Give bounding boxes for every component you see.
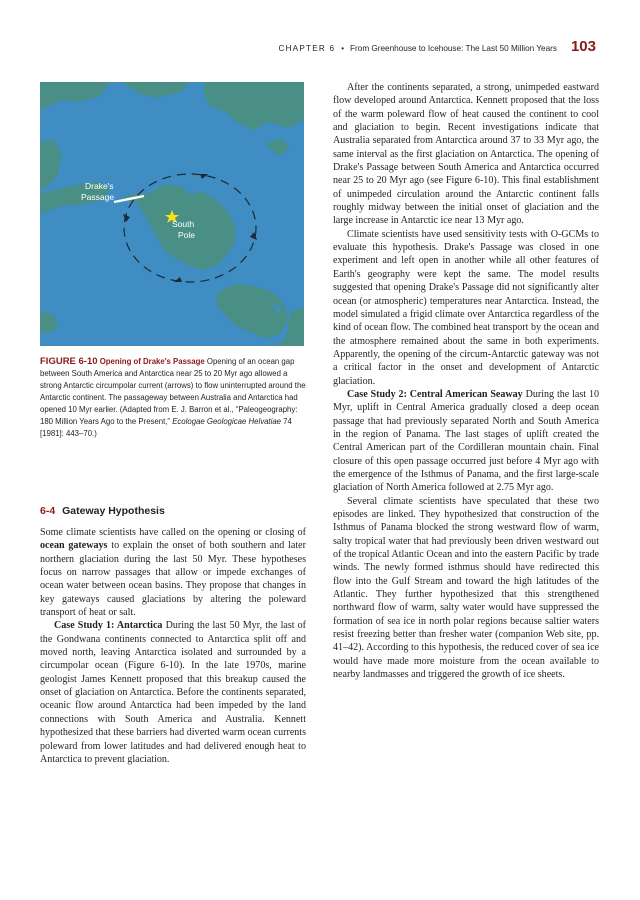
map-label-south: South: [172, 219, 195, 229]
right-column: [333, 81, 599, 681]
paragraph: [40, 526, 306, 619]
paragraph: Climate scientists have used sensitivity tests with O-GCMs to evaluate this hypothesis. Drake's Passage was closed in one experiment and left open in another while all other features of Earth's geography were kept the same. The model results suggested that opening Drake's Passage did not significantly alter ocean (or atmospheric) temperatures near Antarctica. Instead, the model simulated a frigid climate over Antarctica regardless of the kind of ocean flow. The combined heat transport by the ocean and the atmosphere remained about the same in both experiments. Apparently, the opening of the circum-Antarctic gateway was not a critical factor in the onset and development of Antarctic glaciation.: [333, 228, 599, 387]
paragraph: After the continents separated, a strong, unimpeded eastward flow developed around Antarctica. Kennett proposed that the loss of the warm poleward flow of heat caused the continent to cool and glaciation to begin. Recent investigations indicate that Australia separated from Antarctica around 37 to 33 Myr ago, the same interval as the first glaciation on Antarctica. The opening of Drake's Passage between South America and Antarctica occurred near 25 to 20 Myr ago (see Figure 6-10). This final establishment of unimpeded circulation around the Antarctic continent falls roughly midway between the initial onset of glaciation and the large increase in Antarctic ice near 13 Myr ago.: [333, 82, 599, 227]
chapter-label: CHAPTER 6: [278, 44, 336, 53]
caption-journal: Ecologae Geologicae Helvatiae: [172, 417, 281, 426]
text-run: During the last 50 Myr, the last of the Gondwana continents connected to Antarctica split off and moved north, leaving Antarctica isolated and surrounded by a circumpolar ocean (Figure 6-10). In the late 1970s, marine geologist James Kennett proposed that this breakup caused the onset of glaciation on Antarctica. Before the continents separated, oceanic flow around Antarctica had been impeded by the land connections with South America and Australia. Kennett hypothesized that these barriers had diverted warm ocean currents poleward from lower latitudes and had delivered enough heat to Antarctica to prevent glaciation.: [40, 620, 307, 765]
paragraph: [333, 388, 599, 495]
case-study-2-title: Case Study 2: Central American Seaway: [347, 388, 523, 400]
text-run: to explain the onset of both southern and later northern glaciation during the last 50 Myr. These hypotheses focus on narrow passages that allow or impede exchanges of ocean water between ocean basins. They propose that changes in key gateways caused glaciations by altering the poleward transport of heat or salt.: [40, 540, 306, 619]
antarctica-map: [40, 82, 304, 346]
case-study-1-title: Case Study 1: Antarctica: [54, 620, 163, 632]
section-number: 6-4: [40, 505, 56, 517]
map-label-drakes: Drake's: [85, 181, 114, 191]
caption-text: Opening of an ocean gap between South America and Antarctica near 25 to 20 Myr ago allowed a strong Antarctic circumpolar current (arrows) to flow uninterrupted around the Antarctic continent. The passageway between Australia and Antarctica had opened 10 Myr earlier. (Adapted from E. J. Barron et al., “Paleogeography: 180 Million Years Ago to the Present,”: [40, 357, 306, 426]
header-separator: •: [341, 44, 345, 53]
section-heading: [40, 505, 165, 517]
figure-title: Opening of Drake's Passage: [99, 357, 205, 366]
caption-citation: 74 [1981]: 443–70.): [40, 417, 292, 438]
section-title: Gateway Hypothesis: [62, 505, 165, 517]
figure-drakes-passage-map: [40, 82, 304, 346]
paragraph: [40, 619, 306, 766]
text-run: During the last 10 Myr, uplift in Central America gradually closed a deep ocean passage that had previously separated North and South America in the region of Panama. The last stages of uplift created the Central American part of the Cordilleran mountain chain. Final closure of this open passage occurred just before 4 Myr ago with the emergence of the Isthmus of Panama, and the first large-scale glaciation of North America followed at 2.75 Myr ago.: [333, 388, 599, 494]
map-label-pole: Pole: [178, 230, 196, 240]
left-column: [40, 526, 306, 766]
running-header: [278, 38, 596, 55]
page-number: 103: [570, 38, 596, 55]
figure-caption: [40, 356, 306, 440]
map-label-passage: Passage: [81, 192, 115, 202]
term-ocean-gateways: ocean gateways: [40, 540, 108, 552]
paragraph: Several climate scientists have speculated that these two episodes are linked. They hypothesized that construction of the Isthmus of Panama blocked the strong westward flow of warm, salty tropical water that had previously been driven westward out of the tropical Atlantic Ocean and into the eastern Pacific by trade winds. The newly formed isthmus should have redirected this flow into the Gulf Stream and toward the high latitudes of the Atlantic. They further hypothesized that this strengthened northward flow of warm, salty water would have suppressed the formation of sea ice in north polar regions because saltier waters resist freezing better than fresher water (companion Web site, pp. 41–42). According to this hypothesis, the reduced cover of sea ice would have made more moisture from the ocean available to nearby landmasses and triggered the growth of ice sheets.: [333, 495, 599, 681]
figure-number: FIGURE 6-10: [40, 356, 98, 367]
text-run: Some climate scientists have called on the opening or closing of: [40, 527, 306, 538]
chapter-title: From Greenhouse to Icehouse: The Last 50 Million Years: [350, 44, 557, 53]
